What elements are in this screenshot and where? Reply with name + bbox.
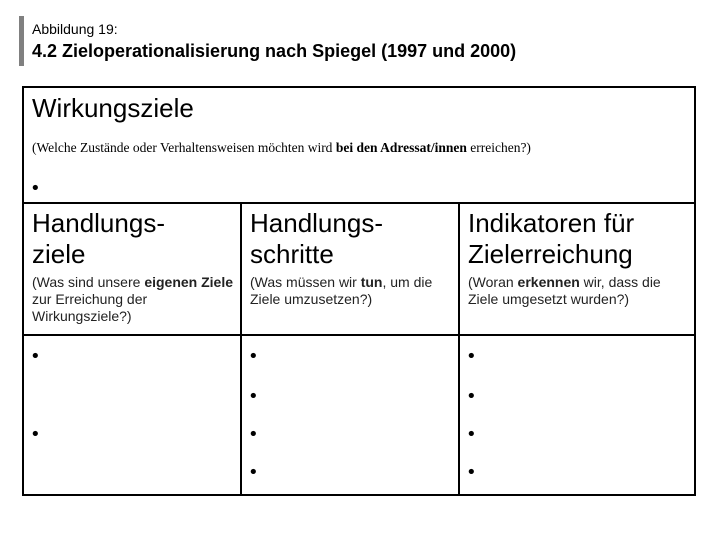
indicators-question xyxy=(468,274,688,308)
figure-label: Abbildung 19: xyxy=(32,21,118,37)
row-divider xyxy=(242,334,458,336)
row-divider xyxy=(24,334,240,336)
indicators-bullet: • xyxy=(466,462,477,483)
impact-goals-bullet: • xyxy=(30,178,41,199)
action-steps-q-pre: (Was müssen wir xyxy=(250,274,361,290)
figure-title: 4.2 Zieloperationalisierung nach Spiegel (1997 und 2000) xyxy=(32,41,517,61)
action-steps-heading-line1: Handlungs- xyxy=(250,208,383,238)
action-steps-bullet: • xyxy=(248,462,259,483)
indicators-q-bold1: erkennen xyxy=(517,274,580,290)
action-steps-heading xyxy=(250,208,383,270)
action-goals-q-pre: (Was sind unsere xyxy=(32,274,145,290)
action-goals-q-bold1: eigenen xyxy=(144,274,198,290)
action-steps-bullet: • xyxy=(248,386,259,407)
indicators-heading-line1: Indikatoren für xyxy=(468,208,635,238)
indicators-bullet: • xyxy=(466,386,477,407)
impact-goals-section xyxy=(24,88,694,204)
indicators-bullet: • xyxy=(466,424,477,445)
indicators-heading xyxy=(468,208,634,270)
impact-question-post: erreichen?) xyxy=(466,140,531,155)
indicators-q-post: wir, dass die Ziele umgesetzt wurden?) xyxy=(468,274,661,307)
action-steps-q-bold1: tun xyxy=(360,274,383,290)
action-steps-bullet: • xyxy=(248,424,259,445)
action-goals-bullet: • xyxy=(30,346,41,367)
action-goals-bullet: • xyxy=(30,424,41,445)
row-divider xyxy=(460,334,694,336)
action-steps-q-post: , um die Ziele umzusetzen?) xyxy=(250,274,433,307)
header-accent-bar xyxy=(19,16,24,66)
impact-goals-question xyxy=(32,140,531,156)
action-goals-heading-line1: Handlungs- xyxy=(32,208,165,238)
impact-goals-title: Wirkungsziele xyxy=(32,93,194,123)
action-steps-heading-line2: schritte xyxy=(250,239,334,269)
action-steps-column xyxy=(242,204,460,494)
action-goals-heading-line2: ziele xyxy=(32,239,86,269)
impact-question-bold: bei den Adressat/innen xyxy=(335,140,467,155)
indicators-column xyxy=(460,204,694,494)
indicators-bullet: • xyxy=(466,346,477,367)
action-steps-question xyxy=(250,274,452,308)
impact-question-pre: (Welche Zustände oder Verhaltensweisen möchten wird xyxy=(32,140,336,155)
action-goals-column xyxy=(24,204,242,494)
indicators-q-pre: (Woran xyxy=(468,274,518,290)
action-goals-question xyxy=(32,274,234,325)
goal-table xyxy=(22,86,696,496)
action-steps-bullet: • xyxy=(248,346,259,367)
action-goals-heading xyxy=(32,208,165,270)
action-goals-q-bold2: Ziele xyxy=(201,274,234,290)
action-goals-q-post: zur Erreichung der Wirkungsziele?) xyxy=(32,291,148,324)
indicators-heading-line2: Zielerreichung xyxy=(468,239,633,269)
